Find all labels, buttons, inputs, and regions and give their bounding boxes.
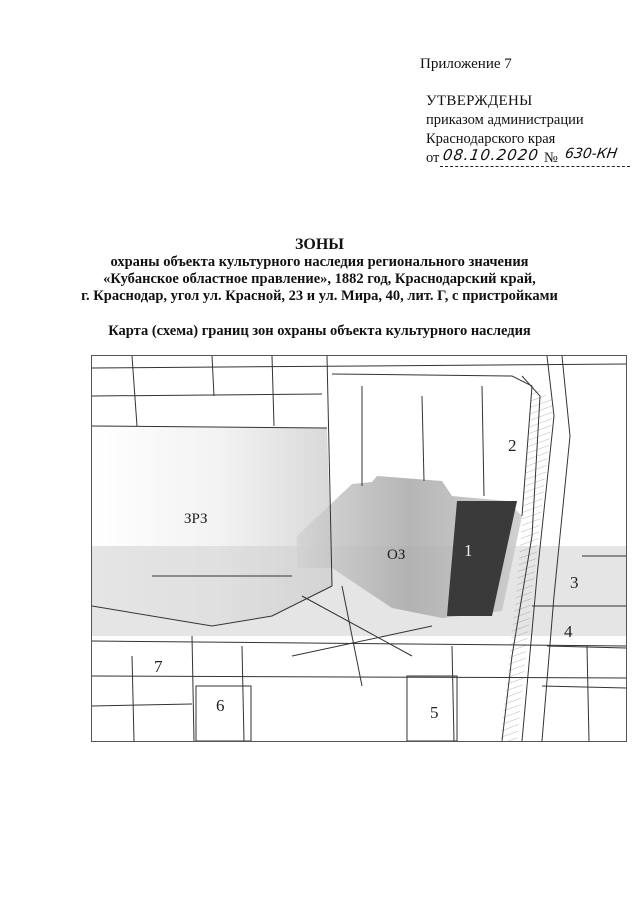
zone-map-drawing — [92, 356, 626, 741]
parcel-5-label: 5 — [430, 703, 439, 722]
parcel-6-label: 6 — [216, 696, 225, 715]
order-from-label: от — [426, 150, 440, 166]
order-date: 08.10.2020 — [441, 146, 541, 164]
parcel-4-label: 4 — [564, 622, 573, 641]
oz-label: ОЗ — [387, 547, 406, 563]
approved-heading: УТВЕРЖДЕНЫ — [426, 93, 533, 109]
approved-by-line2: Краснодарского края — [426, 131, 556, 147]
parcel-2-label: 2 — [508, 436, 517, 455]
approved-by-line1: приказом администрации — [426, 112, 584, 128]
order-number-sign: № — [544, 150, 558, 166]
parcel-3-label: 3 — [570, 573, 579, 592]
title-line-3: «Кубанское областное правление», 1882 год, Краснодарский край, — [103, 271, 536, 287]
title-line-2: охраны объекта культурного наследия регионального значения — [110, 254, 529, 270]
map-caption: Карта (схема) границ зон охраны объекта культурного наследия — [108, 323, 531, 339]
order-number: 630-КН — [563, 146, 619, 162]
zrz-label: ЗРЗ — [184, 511, 208, 527]
zone-map — [91, 355, 627, 742]
document-title: ЗОНЫ — [294, 236, 345, 253]
title-line-4: г. Краснодар, угол ул. Красной, 23 и ул. Мира, 40, лит. Г, с пристройками — [81, 288, 558, 304]
order-underline — [440, 166, 630, 167]
parcel-7-label: 7 — [154, 657, 163, 676]
object-number-label: 1 — [464, 541, 473, 560]
order-reference — [426, 146, 631, 168]
appendix-label: Приложение 7 — [420, 56, 512, 72]
